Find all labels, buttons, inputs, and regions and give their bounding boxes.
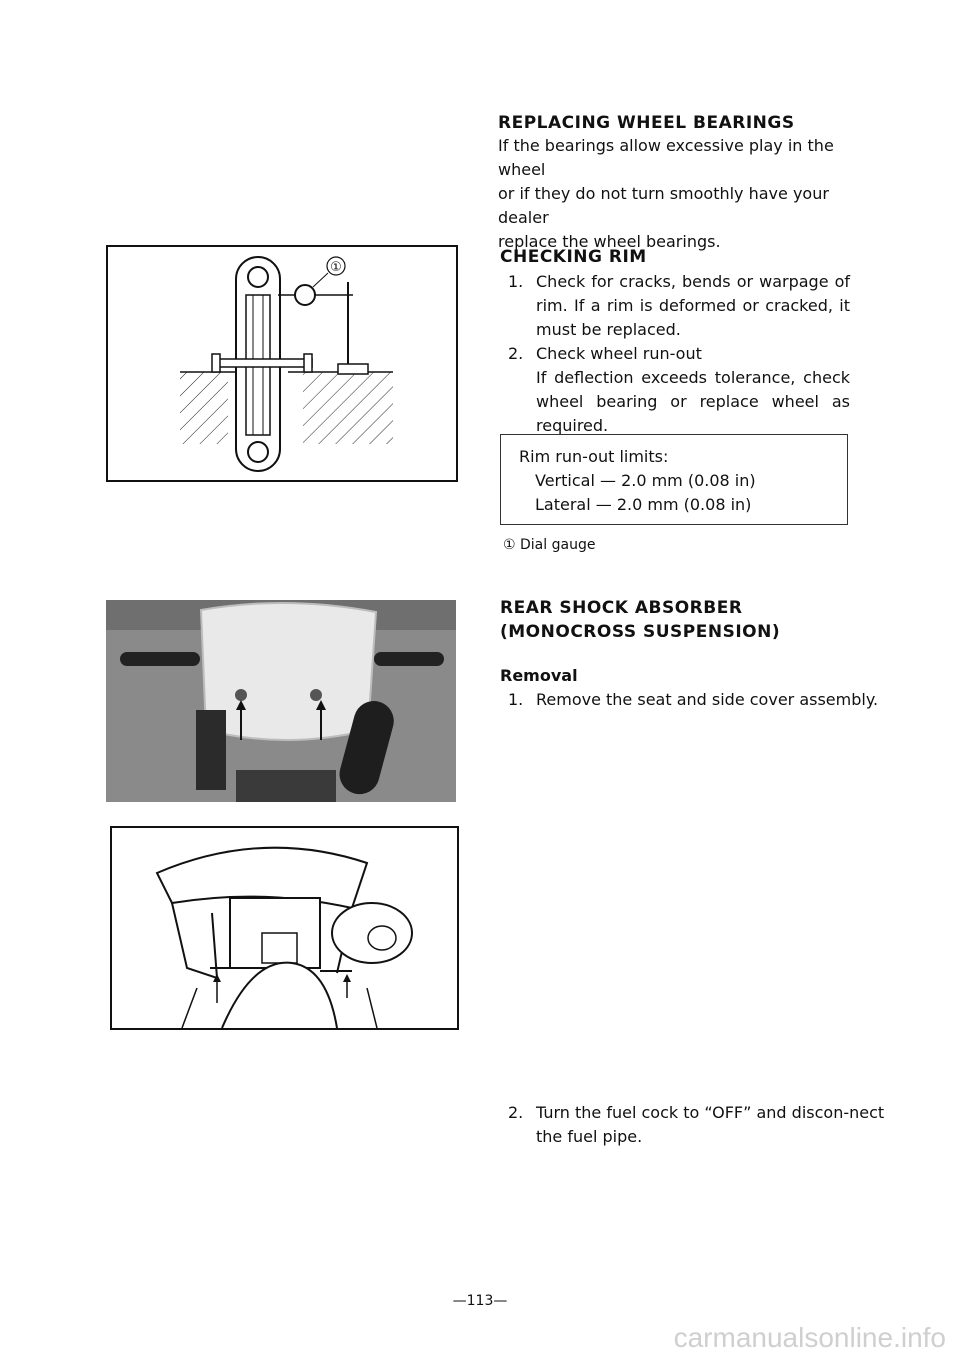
seat-bolts-photo: [106, 600, 456, 802]
watermark: carmanualsonline.info: [673, 1322, 946, 1353]
rim-step-1-text: Check for cracks, bends or warpage of rim. If a rim is deformed or cracked, it must be replaced.: [536, 272, 850, 339]
shock-heading-2: (MONOCROSS SUSPENSION): [500, 622, 781, 642]
rim-step-2-number: 2.: [508, 344, 524, 363]
bearings-line-2: or if they do not turn smoothly have your dealer: [498, 184, 829, 227]
seat-shell: [201, 603, 376, 740]
gauge-stand-base: [338, 364, 368, 374]
bearings-heading: REPLACING WHEEL BEARINGS: [498, 113, 795, 133]
shock-step-1-number: 1.: [508, 690, 524, 709]
rim-step-2-text: If deflection exceeds tolerance, check wheel bearing or replace wheel as required.: [536, 368, 850, 435]
shock-step-1: [500, 688, 896, 712]
rim-step-2-title: Check wheel run-out: [536, 344, 702, 363]
bearings-paragraph: [498, 134, 853, 254]
rim-limit-lateral: Lateral — 2.0 mm (0.08 in): [535, 495, 752, 514]
shock-step-1-text: Remove the seat and side cover assembly.: [536, 690, 879, 709]
rim-step-1: [500, 270, 850, 342]
shock-step-2: [500, 1101, 894, 1149]
page-number: —113—: [452, 1293, 508, 1309]
dial-gauge-figure: [106, 245, 458, 482]
callout-label: Dial gauge: [520, 537, 596, 553]
rim-callout: [503, 537, 595, 553]
ground-right: [303, 372, 393, 444]
shock-heading-1: REAR SHOCK ABSORBER: [500, 598, 743, 618]
bearings-line-1: If the bearings allow excessive play in the wheel: [498, 136, 834, 179]
callout-marker: ①: [503, 537, 516, 553]
rim-steps: [500, 270, 850, 438]
arrow-right-icon-2: [343, 974, 351, 982]
shock-step-2-number: 2.: [508, 1103, 524, 1122]
shock-step-2-text: Turn the fuel cock to “OFF” and discon-nect the fuel pipe.: [536, 1103, 885, 1146]
axle: [218, 359, 312, 367]
rim-step-1-number: 1.: [508, 272, 524, 291]
bearings-line-3: replace the wheel bearings.: [498, 232, 721, 251]
dial-gauge-diagram: [108, 247, 456, 480]
seat-bolts-photo-drawing: [106, 600, 456, 802]
seat-removal-figure: [110, 826, 459, 1030]
ground-left: [180, 372, 228, 444]
seat-removal-diagram: [112, 828, 457, 1028]
rim-heading: CHECKING RIM: [500, 247, 647, 267]
rim-limits-box: [500, 434, 848, 525]
left-grip: [120, 652, 200, 666]
figure-marker: ①: [330, 260, 342, 275]
rim-step-2: [500, 342, 850, 438]
right-grip: [374, 652, 444, 666]
rim-limits-title: Rim run-out limits:: [519, 447, 669, 466]
removal-subheading: Removal: [500, 666, 578, 685]
dial-gauge-icon: [295, 285, 315, 305]
rear-tire: [222, 963, 337, 1028]
rim-limit-vertical: Vertical — 2.0 mm (0.08 in): [535, 471, 756, 490]
